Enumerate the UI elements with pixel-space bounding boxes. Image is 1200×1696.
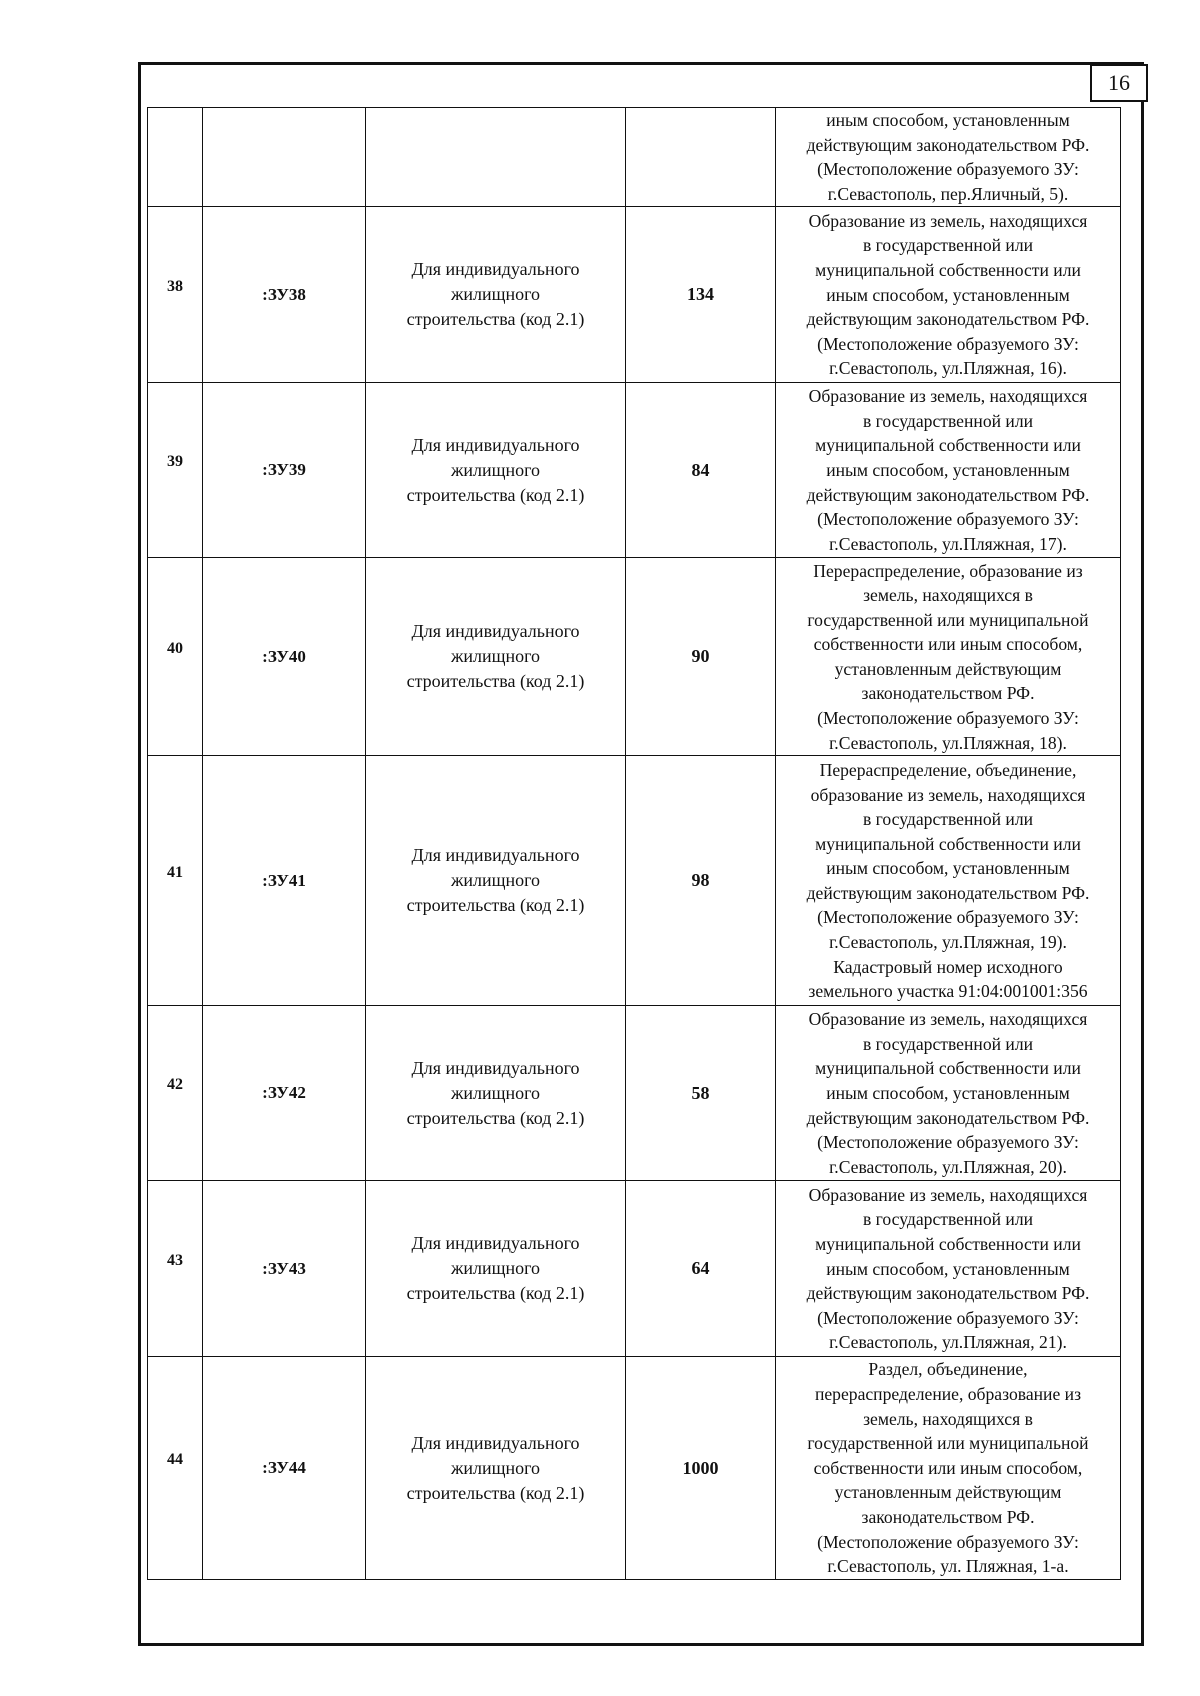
plot-code: :ЗУ42 [203, 1006, 366, 1181]
permitted-use: Для индивидуального жилищного строительства (код 2.1) [366, 756, 626, 1006]
row-number: 38 [148, 207, 203, 383]
table-row [148, 756, 1121, 1006]
table-row [148, 1006, 1121, 1181]
formation-description: Перераспределение, образование из земель, находящихся в государственной или муниципальной собственности или иным способом, установленным действующим законодательством РФ. (Местоположение образуемого ЗУ: г.Севастополь, ул.Пляжная, 18). [776, 558, 1121, 756]
plot-code: :ЗУ41 [203, 756, 366, 1006]
plot-code [203, 108, 366, 207]
row-number: 39 [148, 383, 203, 558]
permitted-use: Для индивидуального жилищного строительства (код 2.1) [366, 1006, 626, 1181]
table-row [148, 558, 1121, 756]
row-number: 41 [148, 756, 203, 1006]
row-number: 43 [148, 1181, 203, 1357]
plot-area: 58 [626, 1006, 776, 1181]
row-number: 42 [148, 1006, 203, 1181]
plot-area: 84 [626, 383, 776, 558]
plot-area: 64 [626, 1181, 776, 1357]
permitted-use: Для индивидуального жилищного строительства (код 2.1) [366, 207, 626, 383]
plot-area: 1000 [626, 1357, 776, 1579]
formation-description: иным способом, установленным действующим законодательством РФ. (Местоположение образуемого ЗУ: г.Севастополь, пер.Яличный, 5). [776, 108, 1121, 207]
plot-area: 90 [626, 558, 776, 756]
table-row [148, 383, 1121, 558]
table-row [148, 108, 1121, 207]
table-row [148, 207, 1121, 383]
permitted-use: Для индивидуального жилищного строительства (код 2.1) [366, 558, 626, 756]
land-plots-table [147, 107, 1121, 1580]
plot-area: 134 [626, 207, 776, 383]
plot-code: :ЗУ40 [203, 558, 366, 756]
permitted-use: Для индивидуального жилищного строительства (код 2.1) [366, 1357, 626, 1579]
plot-area [626, 108, 776, 207]
formation-description: Образование из земель, находящихся в государственной или муниципальной собственности или иным способом, установленным действующим законодательством РФ. (Местоположение образуемого ЗУ: г.Севастополь, ул.Пляжная, 21). [776, 1181, 1121, 1357]
row-number: 40 [148, 558, 203, 756]
plot-code: :ЗУ39 [203, 383, 366, 558]
formation-description: Раздел, объединение, перераспределение, образование из земель, находящихся в государственной или муниципальной собственности или иным способом, установленным действующим законодательством РФ. (Местоположение образуемого ЗУ: г.Севастополь, ул. Пляжная, 1-а. [776, 1357, 1121, 1579]
plot-code: :ЗУ44 [203, 1357, 366, 1579]
permitted-use: Для индивидуального жилищного строительства (код 2.1) [366, 383, 626, 558]
table-row [148, 1181, 1121, 1357]
formation-description: Образование из земель, находящихся в государственной или муниципальной собственности или иным способом, установленным действующим законодательством РФ. (Местоположение образуемого ЗУ: г.Севастополь, ул.Пляжная, 17). [776, 383, 1121, 558]
plot-area: 98 [626, 756, 776, 1006]
row-number [148, 108, 203, 207]
page-number: 16 [1090, 64, 1148, 102]
plot-code: :ЗУ43 [203, 1181, 366, 1357]
permitted-use: Для индивидуального жилищного строительства (код 2.1) [366, 1181, 626, 1357]
plot-code: :ЗУ38 [203, 207, 366, 383]
permitted-use [366, 108, 626, 207]
formation-description: Образование из земель, находящихся в государственной или муниципальной собственности или иным способом, установленным действующим законодательством РФ. (Местоположение образуемого ЗУ: г.Севастополь, ул.Пляжная, 16). [776, 207, 1121, 383]
row-number: 44 [148, 1357, 203, 1579]
table-row [148, 1357, 1121, 1579]
formation-description: Перераспределение, объединение, образование из земель, находящихся в государственной или муниципальной собственности или иным способом, установленным действующим законодательством РФ. (Местоположение образуемого ЗУ: г.Севастополь, ул.Пляжная, 19). Кадастровый номер исходного земельного участка 91:04:001001:356 [776, 756, 1121, 1006]
formation-description: Образование из земель, находящихся в государственной или муниципальной собственности или иным способом, установленным действующим законодательством РФ. (Местоположение образуемого ЗУ: г.Севастополь, ул.Пляжная, 20). [776, 1006, 1121, 1181]
